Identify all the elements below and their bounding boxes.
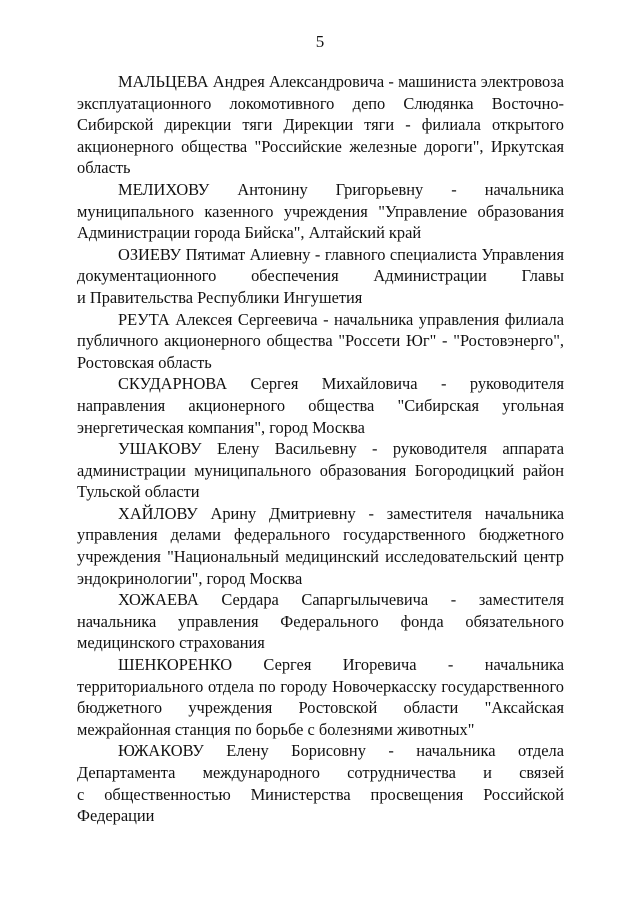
- entry-line: ЮЖАКОВУ Елену Борисовну - начальника отдела: [118, 741, 564, 761]
- entry-line: ОЗИЕВУ Пятимат Алиевну - главного специалиста Управления: [118, 244, 564, 264]
- entry-line: ХАЙЛОВУ Арину Дмитриевну - заместителя начальника: [118, 503, 564, 523]
- award-entry: [77, 589, 564, 654]
- entry-line: УШАКОВУ Елену Васильевну - руководителя аппарата: [118, 439, 564, 459]
- award-entry: [77, 740, 564, 826]
- award-entry: [77, 438, 564, 503]
- entry-line: энергетическая компания", город Москва: [77, 417, 365, 437]
- entry-line: учреждения "Национальный медицинский исследовательский центр: [77, 547, 564, 567]
- award-entry: [77, 503, 564, 589]
- entry-line: с общественностью Министерства просвещения Российской: [77, 784, 564, 804]
- entry-line: МЕЛИХОВУ Антонину Григорьевну - начальника: [118, 179, 564, 199]
- entry-line: Федерации: [77, 806, 155, 826]
- entry-line: публичного акционерного общества "Россети Юг" - "Ростовэнерго",: [77, 331, 564, 351]
- entry-line: начальника управления Федерального фонда обязательного: [77, 611, 564, 631]
- award-entry: [77, 244, 564, 309]
- award-entry: [77, 373, 564, 438]
- award-list: [77, 71, 564, 827]
- entry-line: эндокринологии", город Москва: [77, 568, 303, 588]
- entry-line: территориального отдела по городу Новочеркасску государственного: [77, 676, 564, 696]
- entry-line: документационного обеспечения Администрации Главы: [77, 266, 564, 286]
- entry-line: Сибирской дирекции тяги Дирекции тяги - филиала открытого: [77, 115, 564, 135]
- entry-line: ШЕНКОРЕНКО Сергея Игоревича - начальника: [118, 655, 564, 675]
- entry-line: Ростовская область: [77, 352, 212, 372]
- entry-line: СКУДАРНОВА Сергея Михайловича - руководителя: [118, 374, 564, 394]
- entry-line: эксплуатационного локомотивного депо Слюдянка Восточно-: [77, 93, 564, 113]
- award-entry: [77, 179, 564, 244]
- entry-line: муниципального казенного учреждения "Управление образования: [77, 201, 564, 221]
- award-entry: [77, 654, 564, 740]
- page-number: 5: [315, 32, 325, 51]
- entry-line: РЕУТА Алексея Сергеевича - начальника управления филиала: [118, 309, 564, 329]
- award-entry: [77, 71, 564, 179]
- entry-line: акционерного общества "Российские железные дороги", Иркутская: [77, 136, 564, 156]
- entry-line: межрайонная станция по борьбе с болезнями животных": [77, 719, 475, 739]
- entry-line: администрации муниципального образования Богородицкий район: [77, 460, 564, 480]
- entry-line: Администрации города Бийска", Алтайский край: [77, 223, 422, 243]
- entry-line: ХОЖАЕВА Сердара Сапаргылычевича - заместителя: [118, 590, 564, 610]
- entry-line: бюджетного учреждения Ростовской области "Аксайская: [77, 698, 564, 718]
- entry-line: и Правительства Республики Ингушетия: [77, 287, 363, 307]
- entry-line: Тульской области: [77, 482, 200, 502]
- entry-line: медицинского страхования: [77, 633, 265, 653]
- entry-line: МАЛЬЦЕВА Андрея Александровича - машиниста электровоза: [118, 72, 564, 91]
- entry-line: область: [77, 158, 131, 178]
- award-entry: [77, 309, 564, 374]
- entry-line: управления делами федерального государственного бюджетного: [77, 525, 564, 545]
- entry-line: направления акционерного общества "Сибирская угольная: [77, 395, 564, 415]
- entry-line: Департамента международного сотрудничества и связей: [77, 763, 564, 782]
